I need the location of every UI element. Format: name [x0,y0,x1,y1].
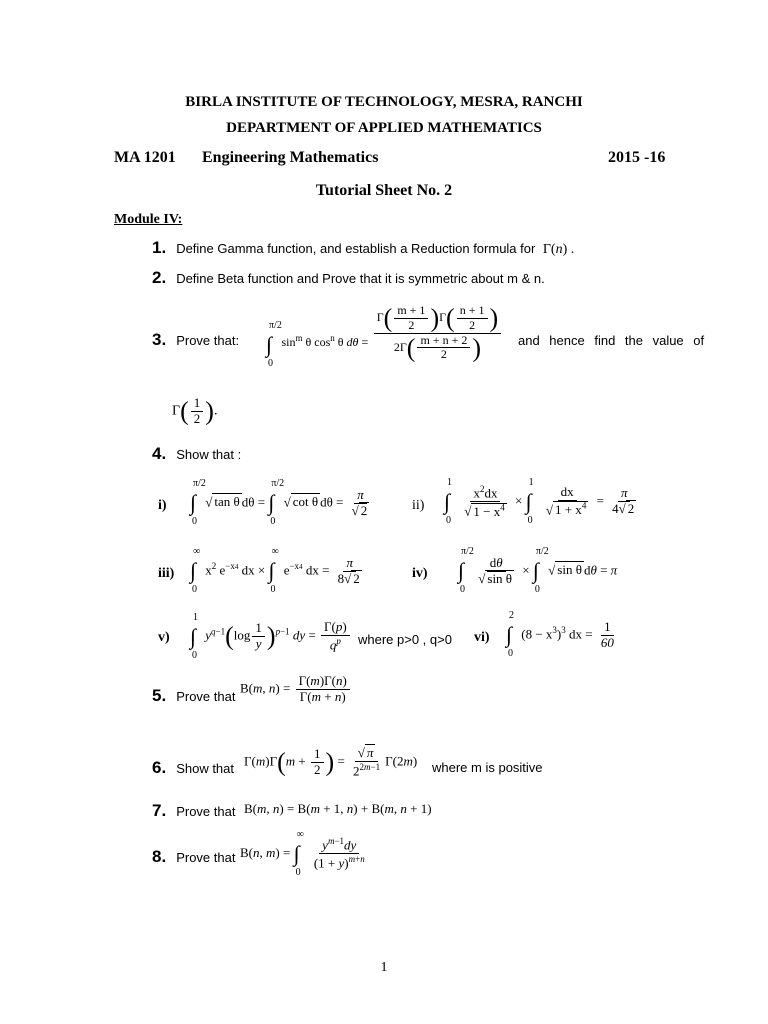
institute-name: BIRLA INSTITUTE OF TECHNOLOGY, MESRA, RANCHI [185,94,583,110]
formula-ii: ∫ 1 0 $\frac{x^2dx}{√ 1 - x^4}$ × ∫ 1 0 $\frac{dx}{√ 1 + x^4}$ = $\frac{\pi}{4√ 2}$ [444,476,635,526]
question-text: Prove that [176,689,236,704]
question-2 [152,268,545,288]
v-condition: where p>0 , q>0 [358,632,452,647]
question-text: Define Beta function and Prove that it is symmetric about m & n. [176,271,545,286]
department-name: DEPARTMENT OF APPLIED MATHEMATICS [226,120,542,136]
formula-8: B(n, m) = ∫ ∞ 0 $\frac{y^{m-1}dy}{(1 + y)^{m+n}}$ [240,828,365,878]
question-4 [152,444,241,464]
formula-5: B(m, n) = $\frac{\Gamma(m)\Gamma(n)}{\Gamma(m + n)}$ [240,674,352,705]
formula-iii: ∫ ∞ 0 $x^2$ $e^{-x4}$ dx × ∫ ∞ 0 $e^{-x4}$ dx = $\frac{\pi}{8√ 2}$ [190,546,360,596]
formula-vi: ∫ 2 0 $(8 - x^3)^3$ dx = $\frac{1}{60}$ [506,610,614,660]
formula-i: ∫ π/2 0 √ tan θ dθ = ∫ π/2 0 √ cot θ dθ = $\frac{\pi}{√ 2}$ [190,478,368,528]
question-text: Prove that [176,850,236,865]
question-7 [152,801,235,821]
question-number: 5. [152,686,167,705]
subpart-vi: vi) [474,630,490,645]
formula-iv: ∫ π/2 0 $\frac{d\theta}{\text{√ sin θ}}$ × ∫ π/2 0 √ sin θ dθ = π [458,546,618,596]
question-number: 1. [152,238,167,257]
formula-6: Γ(m)Γ(m + $\frac{1}{2}$ ) = $\frac{√ \pi}{2^{2m-1}}$ Γ(2m) [244,745,418,779]
gamma-half: Γ( $\frac{1}{2}$ ). [172,395,218,426]
subpart-iii: iii) [158,566,175,581]
question-number: 3. [152,330,167,349]
question-text: Prove that: [176,333,240,348]
question-number: 2. [152,268,167,287]
q6-tail: where m is positive [432,760,543,775]
q3-tail: and hence find the value of [518,333,705,348]
question-number: 4. [152,444,167,463]
question-1 [152,238,574,258]
question-number: 8. [152,847,167,866]
question-5 [152,686,235,706]
formula-7: B(m, n) = B(m + 1, n) + B(m, n + 1) [244,801,432,816]
session: 2015 -16 [608,149,666,166]
subpart-v: v) [158,630,170,645]
course-name: Engineering Mathematics [202,149,379,166]
subpart-ii: ii) [412,498,425,513]
question-text: Prove that [176,804,236,819]
question-number: 6. [152,758,167,777]
subpart-iv: iv) [412,566,428,581]
question-6 [152,758,234,778]
question-text: Show that [176,761,235,776]
question-3 [152,330,239,350]
formula-v: ∫ 1 0 $y^{q-1}(\log$ $\frac{1}{y}$ )$^{p-1}$ dy = $\frac{\Gamma(p)}{q^p}$ [190,620,352,653]
question-number: 7. [152,801,167,820]
q3-formula: ∫ π/2 0 $\sin^m \theta$ $\cos^n \theta$ dθ = Γ( $\frac{m + 1}{2}$ )Γ( $\frac{n + 1}{2}$ ) 2Γ( $\frac{m + n + 2}{2}$ ) [266,302,503,360]
question-8 [152,847,235,867]
gamma-n-formula: Γ(n) . [539,242,575,257]
course-code: MA 1201 [114,149,176,166]
question-text: Show that : [176,447,242,462]
sheet-title: Tutorial Sheet No. 2 [315,182,453,199]
subpart-i: i) [158,498,167,513]
question-text: Define Gamma function, and establish a Reduction formula for [176,241,536,256]
module-heading: Module IV: [114,212,183,227]
page-number: 1 [380,960,388,975]
